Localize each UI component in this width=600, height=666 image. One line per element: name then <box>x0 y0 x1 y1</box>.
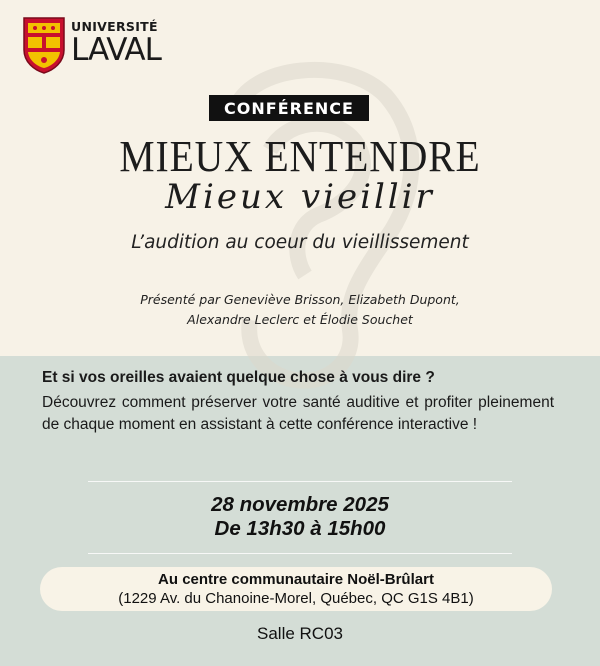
presenters <box>0 290 600 330</box>
event-date: 28 novembre 2025 <box>211 493 389 516</box>
location-name: Au centre communautaire Noël-Brûlart <box>158 571 434 588</box>
conference-badge: CONFÉRENCE <box>209 95 369 121</box>
presenters-line-2: Alexandre Leclerc et Élodie Souchet <box>187 312 413 327</box>
event-description: Découvrez comment préserver votre santé auditive et profiter pleinement de chaque moment en assistant à cette conférence interactive ! <box>42 394 554 433</box>
event-time: De 13h30 à 15h00 <box>214 517 386 540</box>
event-title-script: Mieux vieillir <box>165 177 435 217</box>
event-title: MIEUX ENTENDRE <box>119 132 481 181</box>
room-label: Salle RC03 <box>257 624 343 643</box>
presenters-line-1: Présenté par Geneviève Brisson, Elizabeth Dupont, <box>140 292 460 307</box>
hook-question: Et si vos oreilles avaient quelque chose à vous dire ? <box>42 369 435 386</box>
event-datetime <box>0 493 600 541</box>
event-subtitle: L’audition au coeur du vieillissement <box>131 232 469 253</box>
logo-line-laval: LAVAL <box>71 32 161 68</box>
logo-line-universite: UNIVERSITÉ <box>71 19 158 34</box>
universite-laval-logo <box>22 16 161 74</box>
coat-of-arms-icon <box>22 16 66 74</box>
divider-bottom <box>88 553 512 554</box>
location-pill <box>40 567 552 611</box>
divider-top <box>88 481 512 482</box>
logo-wordmark <box>71 16 161 66</box>
location-address: (1229 Av. du Chanoine-Morel, Québec, QC G1S 4B1) <box>118 590 474 607</box>
